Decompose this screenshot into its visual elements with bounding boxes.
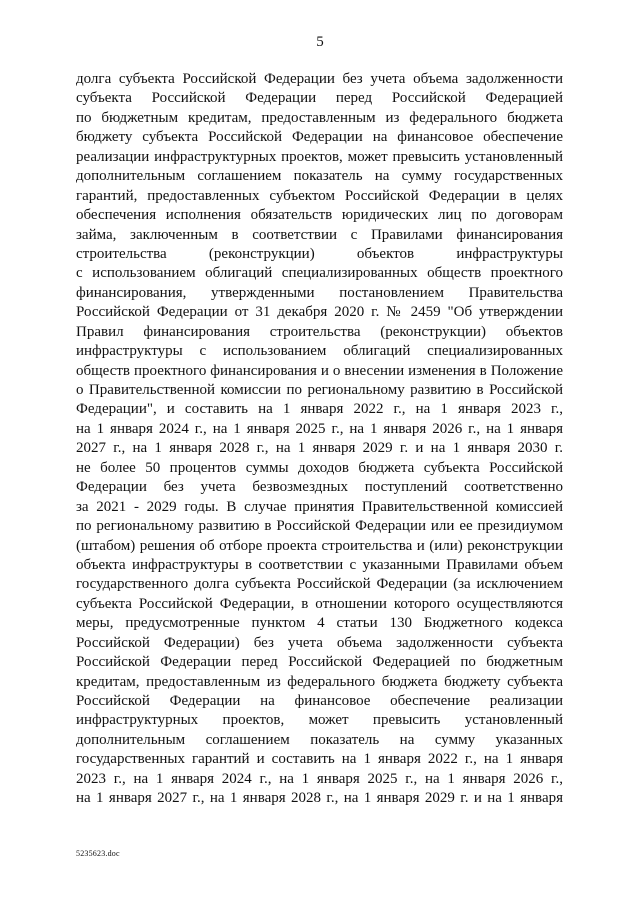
text-line: гарантий, предоставленных субъектом Российской Федерации в целях <box>76 187 563 204</box>
text-line: обществ проектного финансирования и о внесении изменения в Положение <box>76 362 563 379</box>
text-line: инфраструктурных проектов, может превысить установленный <box>76 712 563 729</box>
text-line: (штабом) решения об отборе проекта строительства и (или) реконструкции <box>76 537 563 554</box>
text-line: не более 50 процентов суммы доходов бюджета субъекта Российской <box>76 459 563 476</box>
text-line: объекта инфраструктуры в соответствии с указанными Правилами объем <box>76 556 563 573</box>
text-line: о Правительственной комиссии по региональному развитию в Российской <box>76 382 563 398</box>
text-line: на 1 января 2024 г., на 1 января 2025 г., на 1 января 2026 г., на 1 января <box>76 420 563 437</box>
text-line: финансирования, утвержденными постановлением Правительства <box>76 284 563 301</box>
text-line: дополнительным соглашением показатель на сумму государственных <box>76 168 563 185</box>
text-line: по бюджетным кредитам, предоставленным из федерального бюджета <box>76 109 563 126</box>
text-line: Российской Федерации от 31 декабря 2020 г. № 2459 "Об утверждении <box>76 304 563 321</box>
text-line: долга субъекта Российской Федерации без учета объема задолженности <box>76 71 563 87</box>
text-line: 2023 г., на 1 января 2024 г., на 1 января 2025 г., на 1 января 2026 г., <box>76 770 563 787</box>
text-line: Российской Федерации на финансовое обеспечение реализации <box>76 693 563 709</box>
text-line: за 2021 - 2029 годы. В случае принятия Правительственной комиссией <box>76 498 563 515</box>
text-line: Правил финансирования строительства (реконструкции) объектов <box>76 323 563 340</box>
text-line: Российской Федерации) без учета объема задолженности субъекта <box>76 634 563 651</box>
text-line: Российской Федерации перед Российской Федерацией по бюджетным <box>76 654 563 671</box>
text-line: займа, заключенным в соответствии с Правилами финансирования <box>76 226 563 243</box>
document-footer: 5235623.doc <box>76 849 120 858</box>
text-line: строительства (реконструкции) объектов инфраструктуры <box>76 245 563 262</box>
text-line: бюджету субъекта Российской Федерации на финансовое обеспечение <box>76 129 563 146</box>
text-line: государственного долга субъекта Российской Федерации (за исключением <box>76 576 563 593</box>
text-line: 2027 г., на 1 января 2028 г., на 1 января 2029 г. и на 1 января 2030 г. <box>76 440 563 457</box>
text-line: реализации инфраструктурных проектов, может превысить установленный <box>76 148 563 165</box>
page-number: 5 <box>316 34 324 50</box>
text-line: Федерации без учета безвозмездных поступлений соответственно <box>76 479 563 496</box>
text-line: государственных гарантий и составить на 1 января 2022 г., на 1 января <box>76 751 563 768</box>
text-line: кредитам, предоставленным из федерального бюджета бюджету субъекта <box>76 673 563 690</box>
text-line: субъекта Российской Федерации, в отношении которого осуществляются <box>76 595 563 612</box>
text-line: обеспечения исполнения обязательств юридических лиц по договорам <box>76 207 563 224</box>
text-line: меры, предусмотренные пунктом 4 статьи 130 Бюджетного кодекса <box>76 615 563 632</box>
text-line: по региональному развитию в Российской Федерации или ее президиумом <box>76 518 563 535</box>
text-line: субъекта Российской Федерации перед Российской Федерацией <box>76 90 563 107</box>
text-line: на 1 января 2027 г., на 1 января 2028 г., на 1 января 2029 г. и на 1 января <box>76 790 563 807</box>
text-line: инфраструктуры с использованием облигаций специализированных <box>76 343 563 360</box>
body-text <box>76 70 563 809</box>
text-line: с использованием облигаций специализированных обществ проектного <box>76 265 563 282</box>
text-line: дополнительным соглашением показатель на сумму указанных <box>76 731 563 748</box>
text-line: Федерации", и составить на 1 января 2022 г., на 1 января 2023 г., <box>76 401 563 418</box>
